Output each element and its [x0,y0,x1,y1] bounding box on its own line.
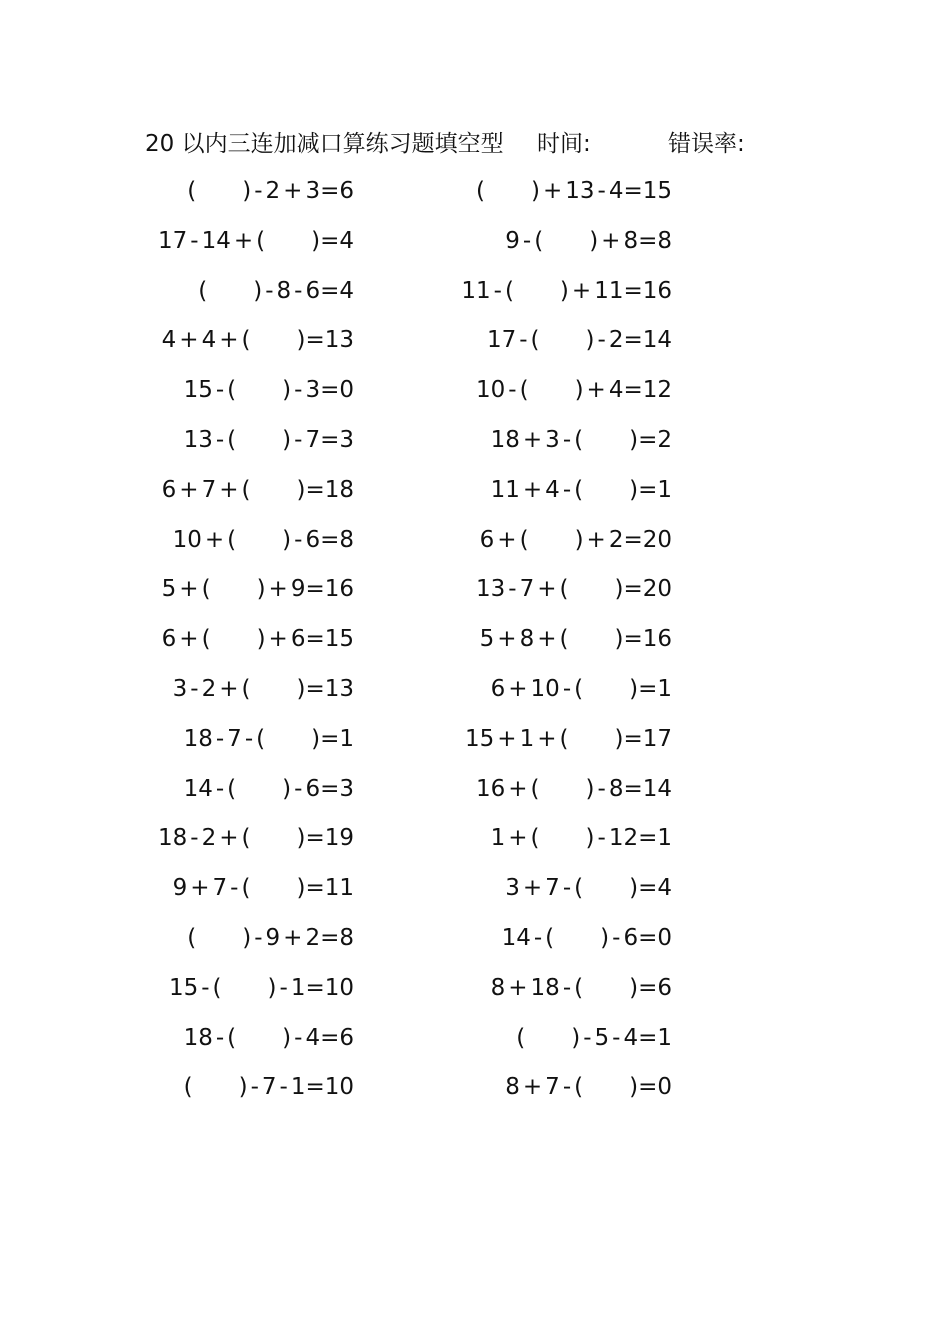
problem-left: ( ) - 7 - 1=10 [183,1074,354,1101]
problem-right: 9 - ( ) + 8=8 [505,227,672,254]
problem-right: 15 + 1 + ( )=17 [465,725,672,752]
problem-left: 17 - 14 + ( )=4 [157,227,354,254]
problem-right: 13 - 7 + ( )=20 [475,576,672,603]
problem-left: 18 - ( ) - 4=6 [183,1024,354,1051]
problem-left: 14 - ( ) - 6=3 [183,775,354,802]
problem-right: 11 + 4 - ( )=1 [490,476,672,503]
problem-left: 6 + 7 + ( )=18 [161,476,354,503]
problem-left: ( ) - 9 + 2=8 [187,924,354,951]
problem-row [0,918,950,968]
problem-left: 15 - ( ) - 1=10 [168,974,354,1001]
problem-left: 4 + 4 + ( )=13 [161,327,354,354]
problem-right: 11 - ( ) + 11=16 [461,277,672,304]
problem-right: 3 + 7 - ( )=4 [505,875,672,902]
problem-right: 16 + ( ) - 8=14 [475,775,672,802]
problem-row [0,420,950,470]
problem-row [0,171,950,221]
problem-right: 5 + 8 + ( )=16 [479,626,672,653]
problem-left: 3 - 2 + ( )=13 [172,675,354,702]
problem-grid [0,171,950,1117]
problem-row [0,719,950,769]
problem-left: ( ) - 8 - 6=4 [198,277,354,304]
problem-row [0,1067,950,1117]
problem-left: 18 - 2 + ( )=19 [157,825,354,852]
problem-left: 13 - ( ) - 7=3 [183,426,354,453]
problem-row [0,769,950,819]
problem-row [0,868,950,918]
problem-right: 8 + 18 - ( )=6 [490,974,672,1001]
problem-right: ( ) - 5 - 4=1 [516,1024,672,1051]
problem-left: 15 - ( ) - 3=0 [183,377,354,404]
problem-right: 10 - ( ) + 4=12 [475,377,672,404]
problem-row [0,669,950,719]
problem-left: 10 + ( ) - 6=8 [172,526,354,553]
error-rate-label: 错误率: [668,131,745,157]
problem-row [0,968,950,1018]
problem-right: 8 + 7 - ( )=0 [505,1074,672,1101]
problem-row [0,470,950,520]
problem-right: 1 + ( ) - 12=1 [490,825,672,852]
problem-right: 6 + ( ) + 2=20 [479,526,672,553]
problem-row [0,1018,950,1068]
problem-row [0,221,950,271]
problem-right: 17 - ( ) - 2=14 [486,327,672,354]
problem-left: ( ) - 2 + 3=6 [187,178,354,204]
problem-row [0,569,950,619]
time-label: 时间: [537,131,591,157]
problem-left: 9 + 7 - ( )=11 [172,875,354,902]
problem-row [0,370,950,420]
problem-right: ( ) + 13 - 4=15 [475,178,672,204]
problem-right: 14 - ( ) - 6=0 [501,924,672,951]
problem-left: 6 + ( ) + 6=15 [161,626,354,653]
problem-right: 18 + 3 - ( )=2 [490,426,672,453]
problem-left: 18 - 7 - ( )=1 [183,725,354,752]
worksheet-header [0,124,950,164]
problem-row [0,619,950,669]
problem-left: 5 + ( ) + 9=16 [161,576,354,603]
problem-row [0,320,950,370]
problem-row [0,271,950,321]
problem-row [0,818,950,868]
worksheet-title: 20 以内三连加减口算练习题填空型 [145,131,504,157]
problem-row [0,520,950,570]
problem-right: 6 + 10 - ( )=1 [490,675,672,702]
